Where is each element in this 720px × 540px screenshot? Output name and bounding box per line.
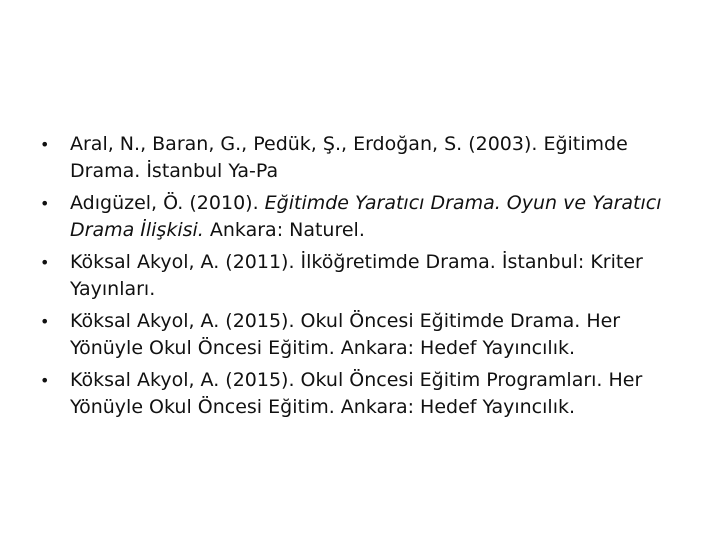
reference-text: Aral, N., Baran, G., Pedük, Ş., Erdoğan, S. (2003). Eğitimde Drama. İstanbul Ya-Pa	[70, 133, 628, 182]
reference-item	[40, 190, 690, 244]
reference-item	[40, 308, 690, 362]
reference-title-italic: Eğitimde Yaratıcı Drama. Oyun ve Yaratıcı Drama İlişkisi.	[70, 192, 662, 241]
reference-item	[40, 249, 690, 303]
bullet-icon: •	[40, 194, 50, 213]
reference-text: Köksal Akyol, A. (2015). Okul Öncesi Eğitim Programları. Her Yönüyle Okul Öncesi Eğitim. Ankara: Hedef Yayıncılık.	[70, 369, 643, 418]
bullet-icon: •	[40, 312, 50, 331]
reference-list	[40, 131, 690, 426]
reference-text: Köksal Akyol, A. (2011). İlköğretimde Drama. İstanbul: Kriter Yayınları.	[70, 251, 643, 300]
reference-text: Köksal Akyol, A. (2015). Okul Öncesi Eğitimde Drama. Her Yönüyle Okul Öncesi Eğitim. Ankara: Hedef Yayıncılık.	[70, 310, 621, 359]
reference-text: Adıgüzel, Ö. (2010).	[70, 192, 265, 214]
bullet-icon: •	[40, 253, 50, 272]
bullet-icon: •	[40, 135, 50, 154]
reference-publisher: Ankara: Naturel.	[203, 219, 365, 241]
reference-item	[40, 131, 690, 185]
bullet-icon: •	[40, 371, 50, 390]
reference-item	[40, 367, 690, 421]
